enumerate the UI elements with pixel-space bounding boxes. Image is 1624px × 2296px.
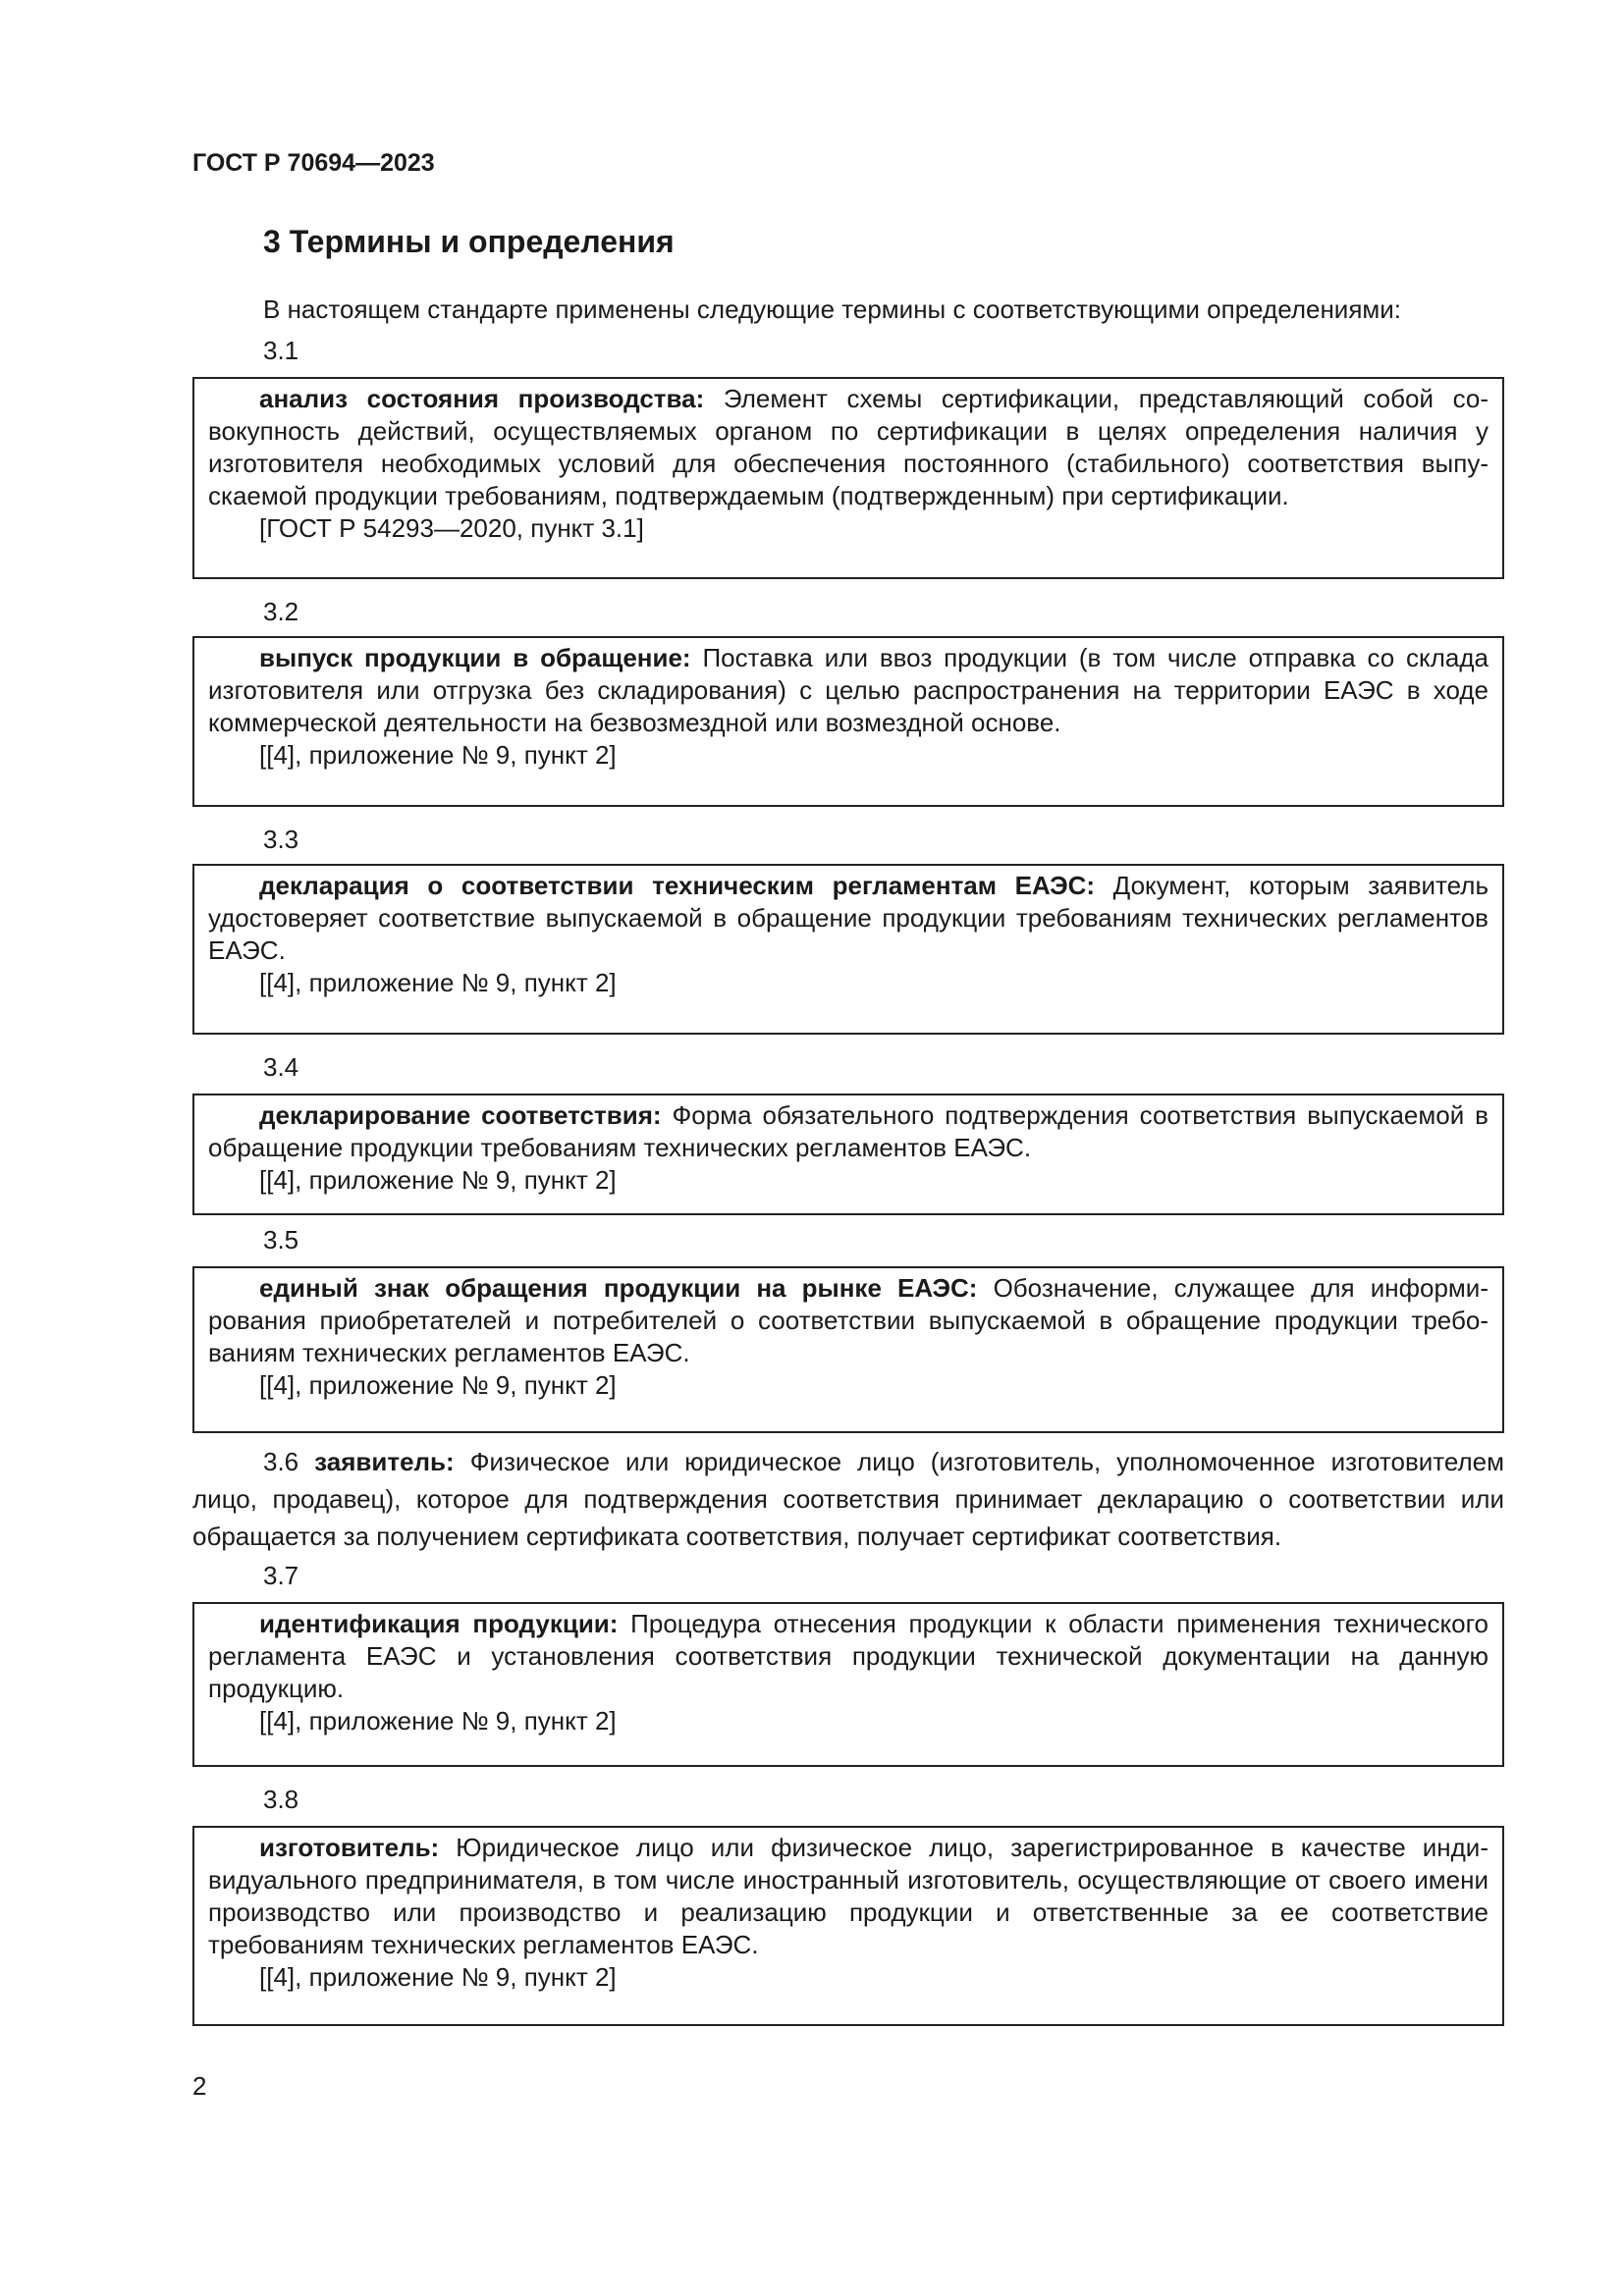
- term-title: декларация о соответствии техническим регламентам ЕАЭС:: [259, 871, 1096, 900]
- term-text: Процедура отнесения продукции к области применения технического регламента ЕАЭС и установления соответствия продукции технической документации на данную продукцию.: [208, 1609, 1489, 1703]
- term-source: [[4], приложение № 9, пункт 2]: [259, 740, 617, 770]
- term-number: 3.8: [263, 1785, 299, 1814]
- term-title: изготовитель:: [259, 1833, 440, 1862]
- term-definition: [208, 642, 1489, 739]
- term-title: декларирование соответствия:: [259, 1100, 662, 1130]
- document-code: ГОСТ Р 70694—2023: [192, 149, 435, 177]
- section-intro: В настоящем стандарте применены следующие термины с соответствующими определениями:: [263, 294, 1402, 324]
- term-title: выпуск продукции в обращение:: [259, 643, 691, 672]
- term-box: [192, 1826, 1504, 2026]
- term-number: 3.7: [263, 1561, 299, 1590]
- term-inline: [192, 1443, 1504, 1555]
- term-box: [192, 864, 1504, 1035]
- term-title: анализ состояния производства:: [259, 384, 705, 413]
- term-definition: [208, 383, 1489, 512]
- term-number: 3.4: [263, 1052, 299, 1082]
- term-source: [[4], приложение № 9, пункт 2]: [259, 1962, 617, 1992]
- term-number: 3.5: [263, 1225, 299, 1255]
- term-number: 3.3: [263, 825, 299, 854]
- term-definition: [208, 1272, 1489, 1369]
- section-title: 3 Термины и определения: [263, 224, 675, 259]
- term-number: 3.2: [263, 597, 299, 626]
- term-source: [[4], приложение № 9, пункт 2]: [259, 968, 617, 997]
- term-text: Элемент схемы сертификации, представляющий собой совокупность действий, осуществляемых органом по сертификации в целях определения наличия у изготовителя необходимых условий для обеспечения постоянного (стабильного) соответствия выпускаемой продукции требованиям, подтверждаемым (подтвержденным) при сертификации.: [208, 384, 1489, 510]
- term-box: [192, 377, 1504, 579]
- term-text: Юридическое лицо или физическое лицо, зарегистрированное в качестве индивидуального предпринимателя, в том числе иностранный изготовитель, осуществляющие от своего имени производство или производство и реализацию продукции и ответственные за ее соответствие требованиям технических регламентов ЕАЭС.: [208, 1833, 1489, 1959]
- term-text: Обозначение, служащее для информирования приобретателей и потребителей о соответствии выпускаемой в обращение продукции требованиям технических регламентов ЕАЭС.: [208, 1273, 1489, 1367]
- term-text: Физическое или юридическое лицо (изготовитель, уполномоченное изготовителем лицо, продавец), которое для подтверждения соответствия принимает декларацию о соответствии или обращается за получением сертификата соответствия, получает сертификат соответствия.: [192, 1447, 1505, 1551]
- page-number: 2: [192, 2071, 207, 2101]
- term-definition: [208, 1832, 1489, 1961]
- term-box: [192, 1094, 1504, 1215]
- term-source: [[4], приложение № 9, пункт 2]: [259, 1370, 617, 1400]
- term-definition: [208, 1099, 1489, 1164]
- term-box: [192, 636, 1504, 807]
- term-definition: [208, 1608, 1489, 1705]
- term-definition: [208, 870, 1489, 967]
- term-title: идентификация продукции:: [259, 1609, 619, 1638]
- term-title: заявитель:: [314, 1447, 455, 1476]
- term-number: 3.6: [263, 1447, 299, 1476]
- term-source: [[4], приложение № 9, пункт 2]: [259, 1706, 617, 1735]
- term-text: Документ, которым заявитель удостоверяет соответствие выпускаемой в обращение продукции требованиям технических регламентов ЕАЭС.: [208, 871, 1489, 965]
- term-text: Поставка или ввоз продукции (в том числе отправка со склада изготовителя или отгрузка без складирования) с целью распространения на территории ЕАЭС в ходе коммерческой деятельности на безвозмездной или возмездной основе.: [208, 643, 1489, 737]
- term-box: [192, 1266, 1504, 1433]
- term-text: Форма обязательного подтверждения соответствия выпускаемой в обращение продукции требованиям технических регламентов ЕАЭС.: [208, 1100, 1489, 1162]
- term-number: 3.1: [263, 336, 299, 365]
- term-source: [ГОСТ Р 54293—2020, пункт 3.1]: [259, 513, 644, 543]
- term-box: [192, 1602, 1504, 1767]
- term-title: единый знак обращения продукции на рынке ЕАЭС:: [259, 1273, 978, 1303]
- term-source: [[4], приложение № 9, пункт 2]: [259, 1165, 617, 1195]
